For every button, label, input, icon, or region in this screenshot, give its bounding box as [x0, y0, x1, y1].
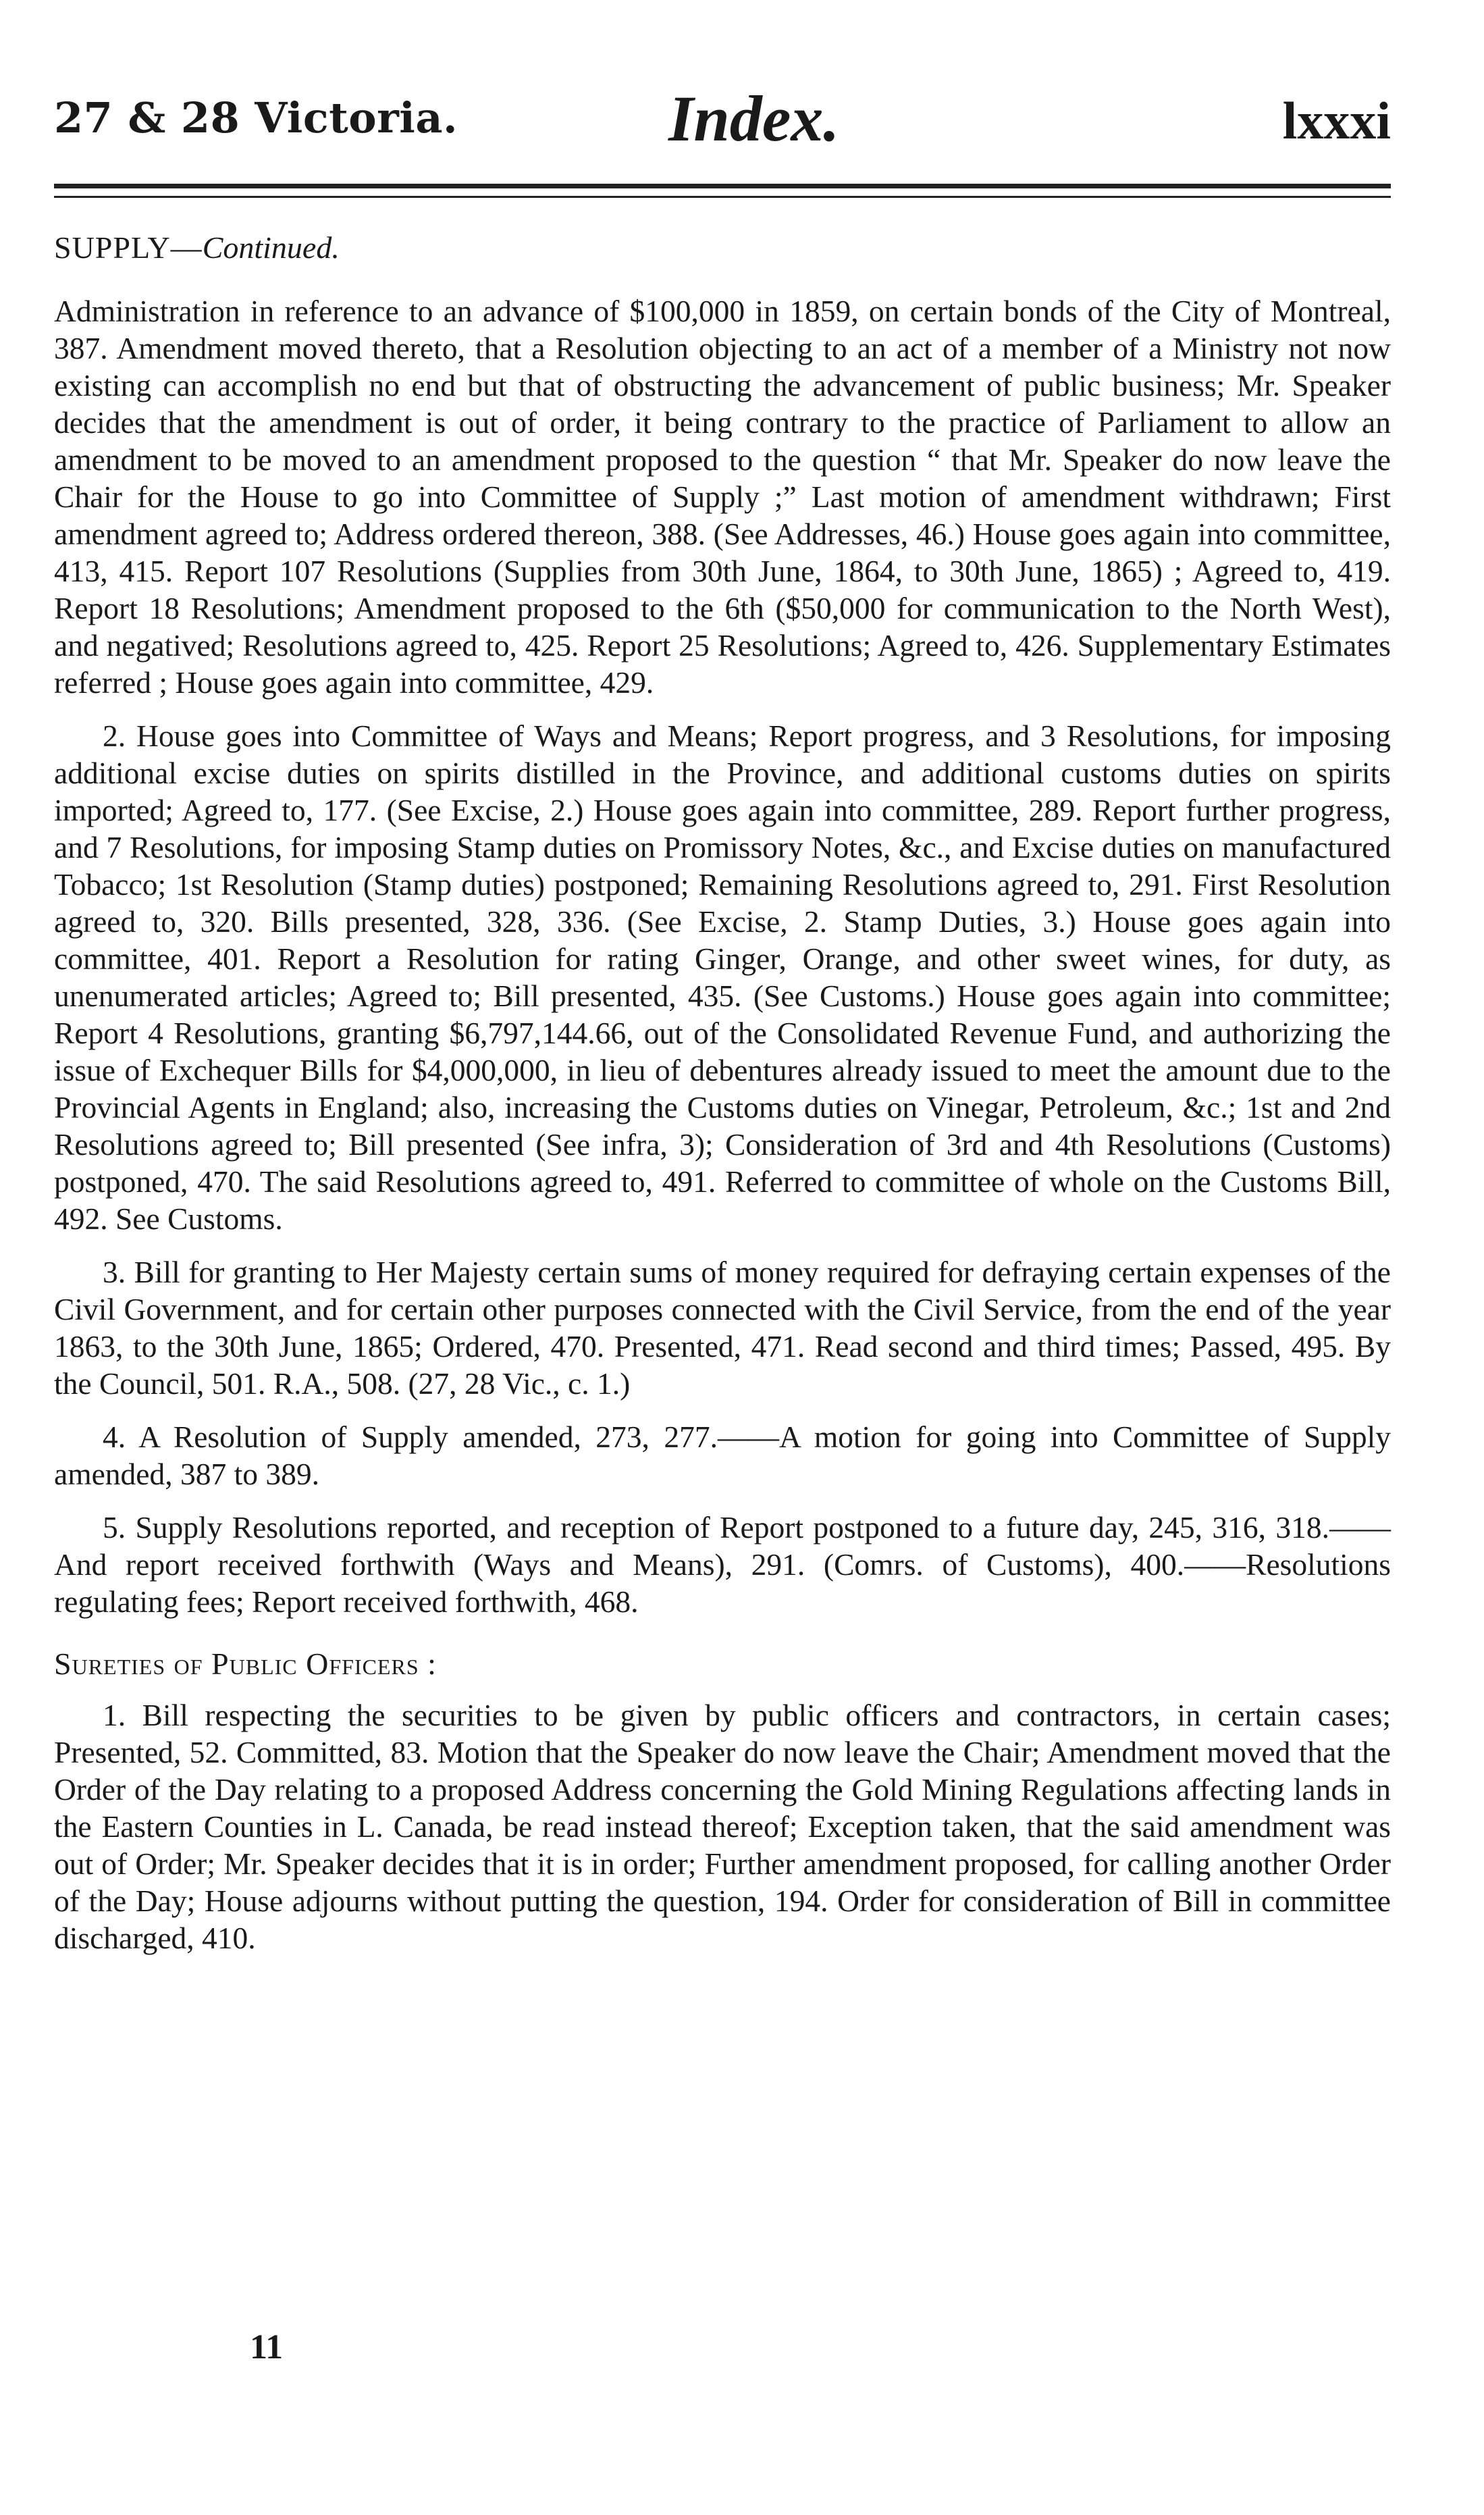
index-body [54, 230, 1391, 1973]
supply-entry-4: 4. A Resolution of Supply amended, 273, 277.——A motion for going into Committee of Supply amended, 387 to 389. [54, 1420, 1391, 1491]
header-rule-thick [54, 184, 1391, 188]
header-session: 27 & 28 Victoria. [54, 93, 458, 142]
supply-entry-2: 2. House goes into Committee of Ways and Means; Report progress, and 3 Resolutions, for imposing additional excise duties on spirits distilled in the Province, and additional customs duties on spirits imported; Agreed to, 177. (See Excise, 2.) House goes again into committee, 289. Report further progress, and 7 Resolutions, for imposing Stamp duties on Promissory Notes, &c., and Excise duties on manufactured Tobacco; 1st Resolution (Stamp duties) postponed; Remaining Resolutions agreed to, 291. First Resolution agreed to, 320. Bills presented, 328, 336. (See Excise, 2. Stamp Duties, 3.) House goes again into committee, 401. Report a Resolution for rating Ginger, Orange, and other sweet wines, for duty, as unenumerated articles; Agreed to; Bill presented, 435. (See Customs.) House goes again into committee; Report 4 Resolutions, granting $6,797,144.66, out of the Consolidated Revenue Fund, and authorizing the issue of Exchequer Bills for $4,000,000, in lieu of debentures already issued to meet the amount due to the Provincial Agents in England; also, increasing the Customs duties on Vinegar, Petroleum, &c.; 1st and 2nd Resolutions agreed to; Bill presented (See infra, 3); Consideration of 3rd and 4th Resolutions (Customs) postponed, 470. The said Resolutions agreed to, 491. Referred to committee of whole on the Customs Bill, 492. See Customs. [54, 719, 1391, 1236]
header-rule-thin [54, 196, 1391, 198]
page-header [54, 81, 1391, 155]
header-title: Index. [668, 82, 840, 155]
supply-heading-label: SUPPLY— [54, 230, 203, 265]
sureties-entry-1: 1. Bill respecting the securities to be given by public officers and contractors, in certain cases; Presented, 52. Committed, 83. Motion that the Speaker do now leave the Chair; Amendment moved that the Order of the Day relating to a proposed Address concerning the Gold Mining Regulations affecting lands in the Eastern Counties in L. Canada, be read instead thereof; Exception taken, that the said amendment was out of Order; Mr. Speaker decides that it is in order; Further amendment proposed, for calling another Order of the Day; House adjourns without putting the question, 194. Order for consideration of Bill in committee discharged, 410. [54, 1698, 1391, 1955]
signature-mark: 11 [250, 2328, 284, 2366]
header-page-number: lxxxi [1282, 91, 1391, 150]
supply-heading-continued: Continued. [202, 230, 340, 265]
supply-entry-intro: Administration in reference to an advance of $100,000 in 1859, on certain bonds of the City of Montreal, 387. Amendment moved thereto, that a Resolution objecting to an act of a member of a Ministry not now existing can accomplish no end but that of obstructing the advancement of public business; Mr. Speaker decides that the amendment is out of order, it being contrary to the practice of Parliament to allow an amendment to be moved to an amendment proposed to the question “ that Mr. Speaker do now leave the Chair for the House to go into Committee of Supply ;” Last motion of amendment withdrawn; First amendment agreed to; Address ordered thereon, 388. (See Addresses, 46.) House goes again into committee, 413, 415. Report 107 Resolutions (Supplies from 30th June, 1864, to 30th June, 1865) ; Agreed to, 419. Report 18 Resolutions; Amendment proposed to the 6th ($50,000 for communication to the North West), and negatived; Resolutions agreed to, 425. Report 25 Resolutions; Agreed to, 426. Supplementary Estimates referred ; House goes again into committee, 429. [54, 294, 1391, 700]
supply-heading [54, 230, 1391, 265]
supply-entry-3: 3. Bill for granting to Her Majesty certain sums of money required for defraying certain expenses of the Civil Government, and for certain other purposes connected with the Civil Service, from the end of the year 1863, to the 30th June, 1865; Ordered, 470. Presented, 471. Read second and third times; Passed, 495. By the Council, 501. R.A., 508. (27, 28 Vic., c. 1.) [54, 1255, 1391, 1401]
sureties-heading: Sureties of Public Officers : [54, 1647, 437, 1681]
supply-entry-5: 5. Supply Resolutions reported, and reception of Report postponed to a future day, 245, 316, 318.——And report received forthwith (Ways and Means), 291. (Comrs. of Customs), 400.——Resolutions regulating fees; Report received forthwith, 468. [54, 1510, 1391, 1619]
